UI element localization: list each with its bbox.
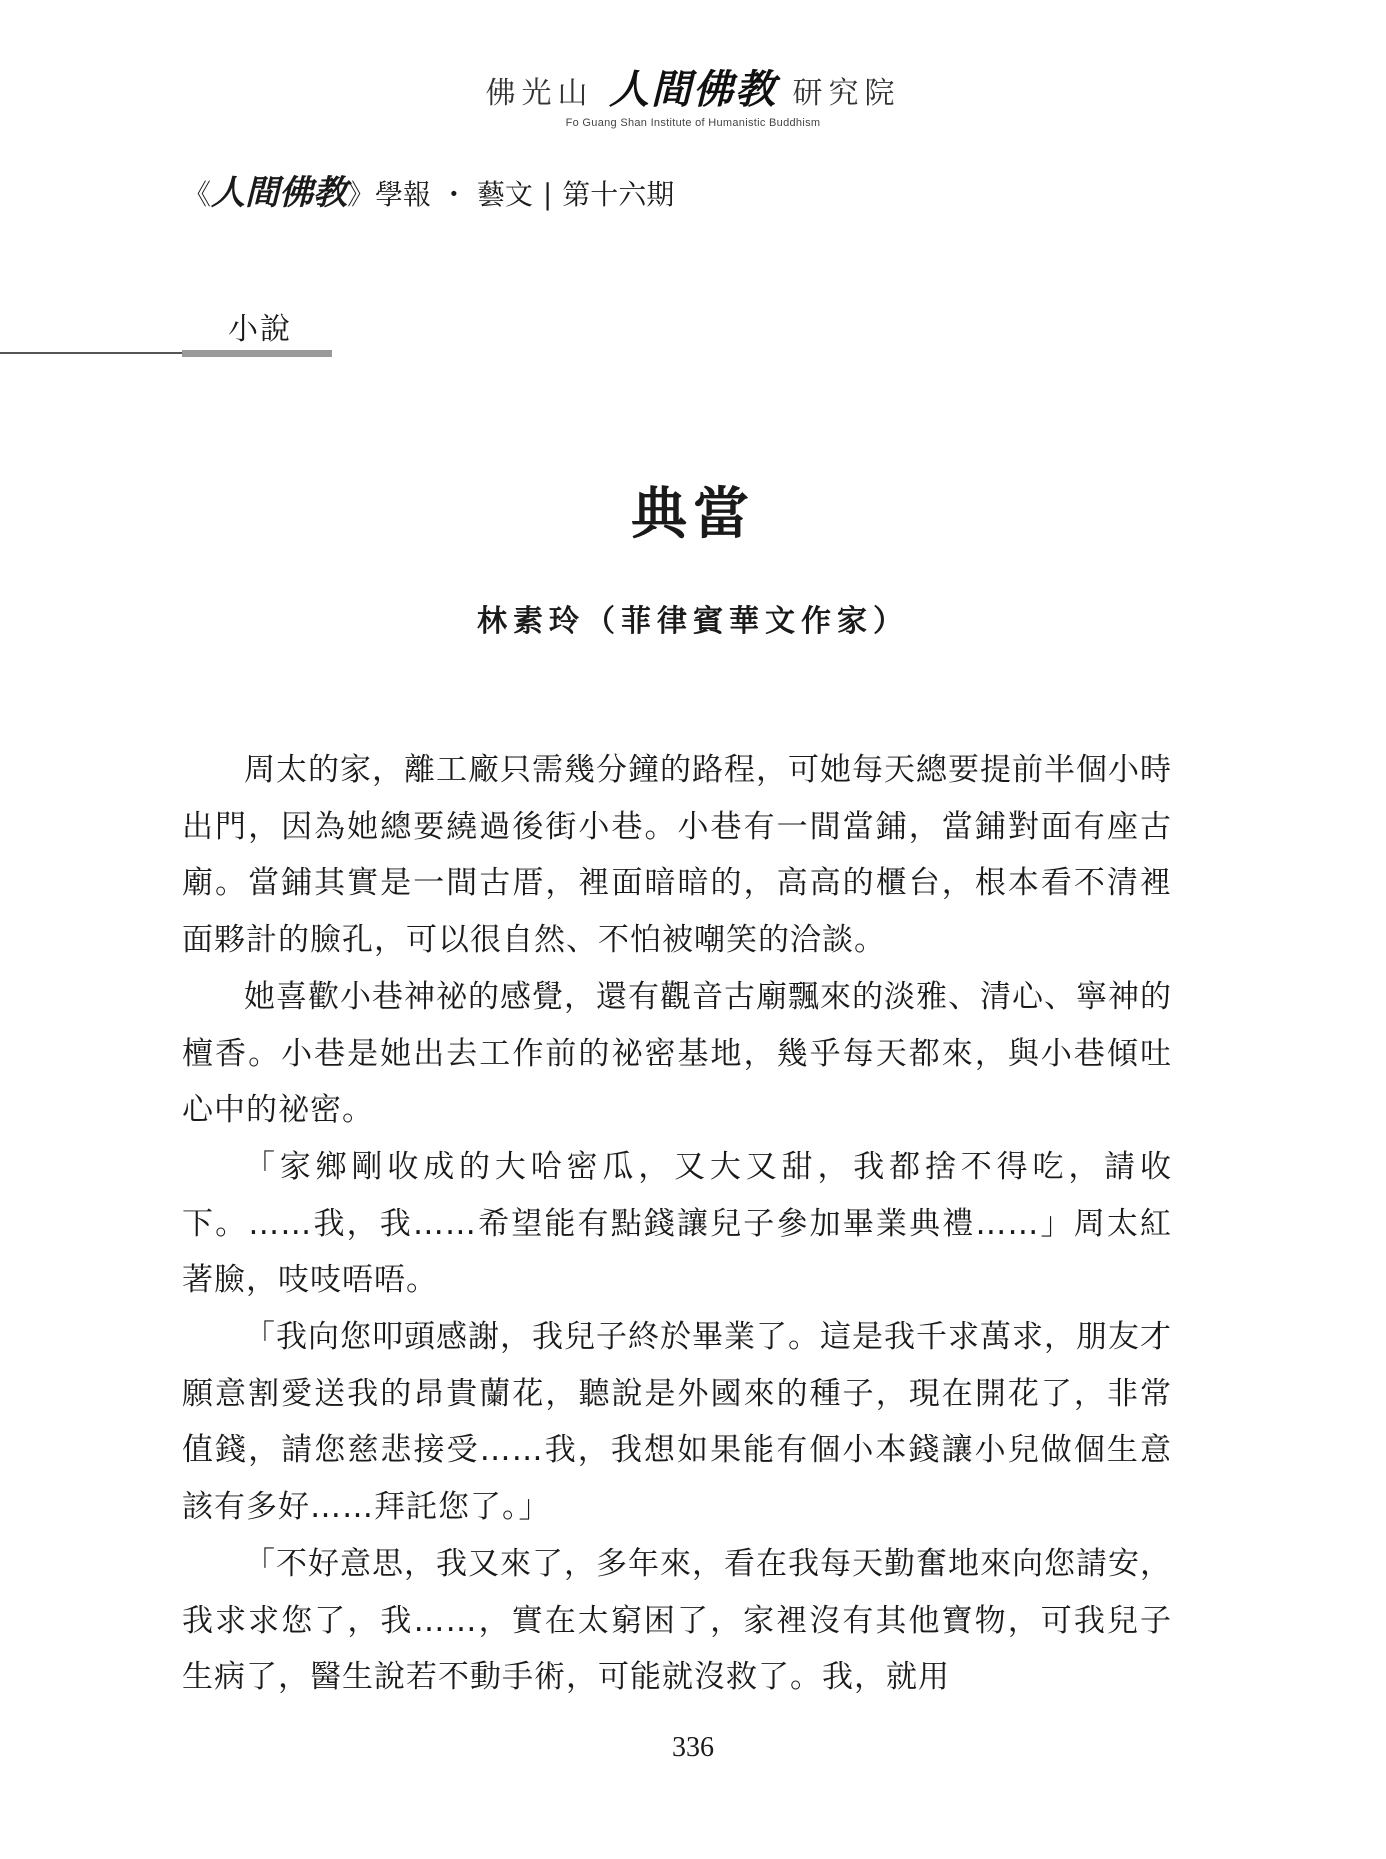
journal-brand: 人間佛教: [211, 173, 348, 213]
institute-header: [0, 58, 1386, 129]
institute-prefix: 佛光山: [485, 76, 594, 111]
institute-name: [0, 58, 1386, 115]
journal-name: 學報 ・ 藝文: [375, 178, 533, 211]
journal-open-bracket: 《: [183, 178, 212, 211]
section-label: 小說: [228, 312, 292, 347]
article-body: [182, 742, 1172, 1706]
journal-separator: |: [542, 178, 553, 211]
article-title: 典當: [631, 481, 755, 547]
journal-close-bracket: 》: [347, 178, 376, 211]
institute-brand-logo: 人間佛教: [609, 66, 777, 113]
paragraph: 她喜歡小巷神祕的感覺，還有觀音古廟飄來的淡雅、清心、寧神的檀香。小巷是她出去工作前的祕密基地，幾乎每天都來，與小巷傾吐心中的祕密。: [182, 978, 1172, 1129]
journal-running-head: [183, 165, 674, 214]
paragraph: 周太的家，離工廠只需幾分鐘的路程，可她每天總要提前半個小時出門，因為她總要繞過後街小巷。小巷有一間當鋪，當鋪對面有座古廟。當鋪其實是一間古厝，裡面暗暗的，高高的櫃台，根本看不清裡面夥計的臉孔，可以很自然、不怕被嘲笑的洽談。: [182, 752, 1172, 959]
institute-english-name: Fo Guang Shan Institute of Humanistic Buddhism: [565, 117, 821, 129]
institute-suffix: 研究院: [792, 76, 901, 111]
journal-issue: 第十六期: [562, 178, 675, 211]
paragraph: 「不好意思，我又來了，多年來，看在我每天勤奮地來向您請安，我求求您了，我……，實在太窮困了，家裡沒有其他寶物，可我兒子生病了，醫生說若不動手術，可能就沒救了。我，就用: [182, 1545, 1172, 1696]
article-author: 林素玲（菲律賓華文作家）: [477, 604, 909, 639]
paragraph: 「家鄉剛收成的大哈密瓜，又大又甜，我都捨不得吃，請收下。……我，我……希望能有點錢讓兒子參加畢業典禮……」周太紅著臉，吱吱唔唔。: [182, 1148, 1172, 1299]
page-number: 336: [672, 1732, 714, 1763]
paragraph: 「我向您叩頭感謝，我兒子終於畢業了。這是我千求萬求，朋友才願意割愛送我的昂貴蘭花，聽說是外國來的種子，現在開花了，非常值錢，請您慈悲接受……我，我想如果能有個小本錢讓小兒做個生意該有多好……拜託您了。」: [182, 1319, 1172, 1526]
section-rule-accent: [182, 350, 332, 357]
